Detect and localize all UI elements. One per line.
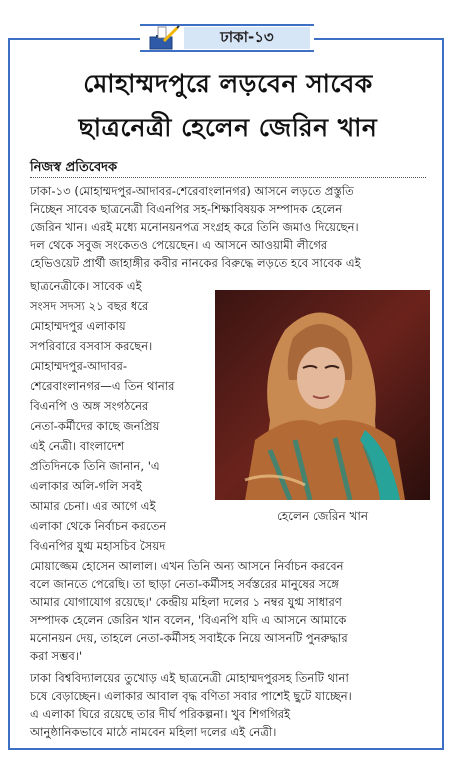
body-line: বিএনপি ও অঙ্গ সংগঠনের	[30, 399, 149, 413]
body-line: আনুষ্ঠানিকভাবে মাঠে নামবেন মহিলা দলের এই নেত্রী।	[30, 725, 277, 739]
body-line: জেরিন খান। এরই মধ্যে মনোনয়নপত্র সংগ্রহ করে তিনি জমাও দিয়েছেন।	[30, 220, 359, 234]
body-line: নেতা-কর্মীদের কাছে জনপ্রিয়	[30, 419, 160, 433]
body-line: ছাত্রনেত্রীকে। সাবেক এই	[30, 279, 142, 293]
body-line: বলে জানতে পেরেছি। তা ছাড়া নেতা-কর্মীসহ সর্বস্তরের মানুষের সঙ্গে	[30, 577, 339, 591]
body-line: করা সম্ভব।'	[30, 649, 83, 663]
body-line: এলাকা থেকে নির্বাচন করতেন	[30, 519, 167, 533]
body-line: আমার যোগাযোগ রয়েছে।' কেন্দ্রীয় মহিলা দলের ১ নম্বর যুগ্ম সাধারণ	[30, 595, 342, 609]
body-line: সংসদ সদস্য ২১ বছর ধরে	[30, 299, 149, 313]
photo-caption: হেলেন জেরিন খান	[276, 509, 369, 523]
body-line: দল থেকে সবুজ সংকেতও পেয়েছেন। এ আসনে আওয়ামী লীগের	[30, 238, 328, 252]
body-line: সম্পাদক হেলেন জেরিন খান বলেন, 'বিএনপি যদি এ আসনে আমাকে	[30, 613, 347, 627]
headline-line-2: ছাত্রনেত্রী হেলেন জেরিন খান	[78, 113, 378, 142]
body-line: এই নেত্রী। বাংলাদেশ	[30, 439, 125, 453]
body-line: নিচ্ছেন সাবেক ছাত্রনেত্রী বিএনপির সহ-শিক্ষাবিষয়ক সম্পাদক হেলেন	[30, 202, 343, 216]
section-tag-label: ঢাকা-১৩	[184, 27, 310, 49]
body-line: ঢাকা-১৩ (মোহাম্মদপুর-আদাবর-শেরেবাংলানগর) আসনে লড়তে প্রস্তুতি	[30, 184, 354, 198]
body-line: চষে বেড়াচ্ছেন। এলাকার আবাল বৃদ্ধ বণিতা সবার পাশেই ছুটে যাচ্ছেন।	[30, 689, 352, 703]
body-line: মোহাম্মদপুর-আদাবর-	[30, 359, 128, 373]
article-photo	[215, 290, 430, 500]
body-line: এ এলাকা ঘিরে রয়েছে তার দীর্ঘ পরিকল্পনা। খুব শিগগিরই	[30, 707, 291, 721]
byline-divider	[30, 177, 426, 178]
body-line: মোয়াজ্জেম হোসেন আলাল। এখন তিনি অন্য আসনে নির্বাচন করবেন	[30, 559, 344, 573]
body-line: ঢাকা বিশ্ববিদ্যালয়ের তুখোড় এই ছাত্রনেত্রী মোহাম্মদপুরসহ তিনটি থানা	[30, 671, 349, 685]
body-line: শেরেবাংলানগর—এ তিন থানার	[30, 379, 175, 393]
section-tag	[140, 24, 314, 52]
body-line: হেভিওয়েট প্রার্থী জাহাঙ্গীর কবীর নানকের বিরুদ্ধে লড়তে হবে সাবেক এই	[30, 256, 361, 270]
body-line: বিএনপির যুগ্ম মহাসচিব সৈয়দ	[30, 539, 166, 553]
body-line: মোহাম্মদপুর এলাকায়	[30, 319, 126, 333]
headline-line-1: মোহাম্মদপুরে লড়বেন সাবেক	[83, 69, 373, 98]
body-line: মনোনয়ন দেয়, তাহলে নেতা-কর্মীসহ সবাইকে নিয়ে আসনটি পুনরুদ্ধার	[30, 631, 348, 645]
body-line: সপরিবারে বসবাস করছেন।	[30, 339, 153, 353]
body-line: এলাকার অলি-গলি সবই	[30, 479, 142, 493]
body-line: প্রতিদিনকে তিনি জানান, 'এ	[30, 459, 160, 473]
body-line: আমার চেনা। এর আগে এই	[30, 499, 156, 513]
ballot-box-pen-icon	[144, 25, 184, 51]
byline: নিজস্ব প্রতিবেদক	[30, 160, 118, 175]
